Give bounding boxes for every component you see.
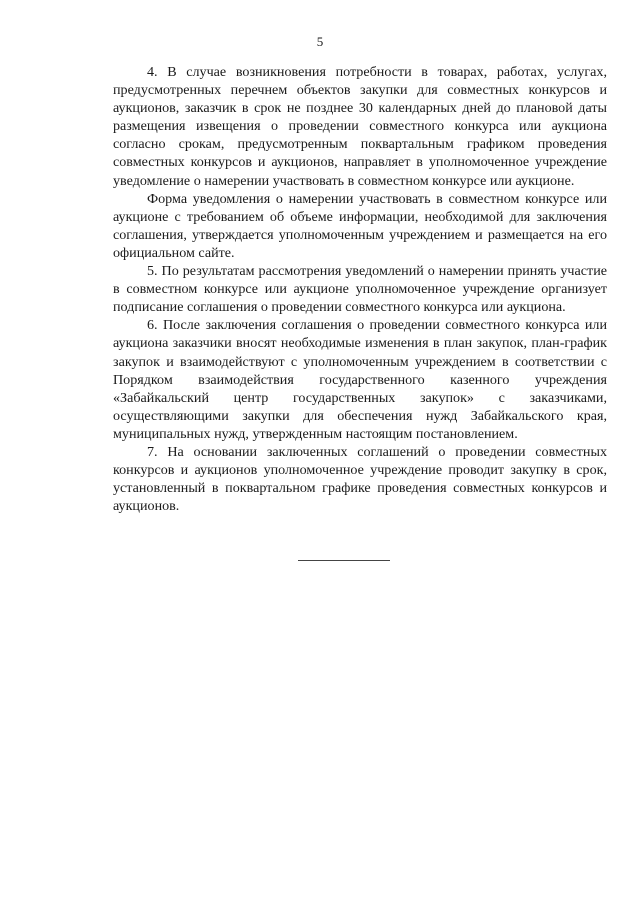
end-divider-line <box>298 560 390 561</box>
paragraph-item-4: 4. В случае возникновения потребности в товарах, работах, услугах, предусмотренных перечнем объектов закупки для совместных конкурсов и аукционов, заказчик в срок не позднее 30 календарных дней до плановой даты размещения извещения о проведении совместного конкурса или аукциона согласно срокам, предусмотренным поквартальным графиком проведения совместных конкурсов и аукционов, направляет в уполномоченное учреждение уведомление о намерении участвовать в совместном конкурсе или аукционе. <box>113 64 607 189</box>
page-number: 5 <box>316 34 324 49</box>
paragraph-item-7: 7. На основании заключенных соглашений о проведении совместных конкурсов и аукционов уполномоченное учреждение проводит закупку в срок, установленный в поквартальном графике проведения совместных конкурсов и аукционов. <box>113 443 607 515</box>
paragraph-notification-form: Форма уведомления о намерении участвовать в совместном конкурсе или аукционе с требованием об объеме информации, необходимой для заключения соглашения, утверждается уполномоченным учреждением и размещается на его официальном сайте. <box>113 190 607 261</box>
paragraph-item-5: 5. По результатам рассмотрения уведомлений о намерении принять участие в совместном конкурсе или аукционе уполномоченное учреждение организует подписание соглашения о проведении совместного конкурса или аукциона. <box>113 263 607 316</box>
paragraph-item-6: 6. После заключения соглашения о проведении совместного конкурса или аукциона заказчики вносят необходимые изменения в план закупок, план-график закупок и взаимодействуют с уполномоченным учреждением в соответствии с Порядком взаимодействия государственного казенного учреждения «Забайкальский центр государственных закупок» с заказчиками, осуществляющими закупки для обеспечения нужд Забайкальского края, муниципальных нужд, утвержденным настоящим постановлением. <box>113 317 607 442</box>
document-body <box>113 63 607 515</box>
